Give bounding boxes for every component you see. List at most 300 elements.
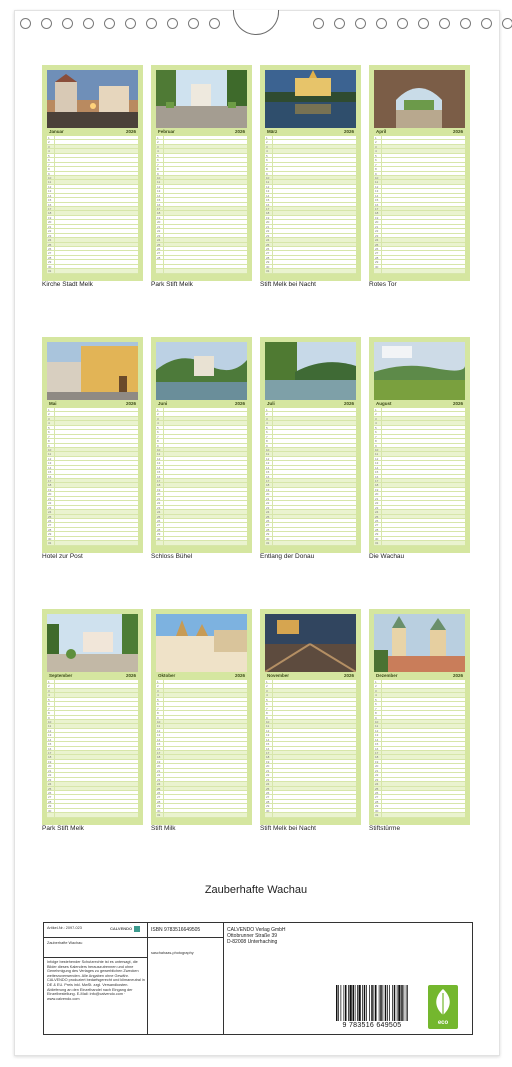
day-number: 20 — [374, 492, 382, 495]
day-number: 3 — [47, 417, 55, 420]
day-row[interactable] — [47, 813, 138, 817]
day-number: 26 — [47, 791, 55, 794]
month-name: Dezember — [376, 673, 398, 678]
brand-name: CALVENDO — [110, 926, 133, 932]
day-number: 20 — [156, 764, 164, 767]
day-number: 8 — [156, 167, 164, 170]
month-year: 2026 — [125, 673, 136, 678]
day-number: 23 — [47, 506, 55, 509]
day-number: 19 — [374, 216, 382, 219]
binding-ring — [146, 18, 157, 29]
month-panel — [260, 65, 361, 281]
photo-image — [265, 614, 356, 672]
day-number: 7 — [47, 707, 55, 710]
eco-label: eco — [437, 1020, 449, 1026]
day-number: 7 — [374, 707, 382, 710]
day-number: 19 — [47, 488, 55, 491]
month-header — [374, 672, 465, 679]
day-number: 25 — [47, 787, 55, 790]
day-number: 10 — [156, 448, 164, 451]
day-number: 28 — [374, 528, 382, 531]
day-number: 1 — [265, 408, 273, 411]
day-list — [156, 680, 247, 818]
barcode-bar — [345, 985, 347, 1021]
month-photo — [156, 614, 247, 672]
day-number: 21 — [156, 497, 164, 500]
day-number: 2 — [47, 412, 55, 415]
day-number: 30 — [265, 809, 273, 812]
day-number: 10 — [265, 448, 273, 451]
day-number: 27 — [156, 523, 164, 526]
barcode-bar — [344, 985, 345, 1021]
barcode-bar — [385, 985, 387, 1021]
photo-caption: Die Wachau — [369, 553, 405, 560]
day-number: 7 — [156, 707, 164, 710]
day-number: 31 — [265, 269, 273, 272]
day-number: 17 — [156, 479, 164, 482]
day-number: 15 — [47, 470, 55, 473]
day-number: 10 — [156, 720, 164, 723]
day-number: 22 — [156, 773, 164, 776]
day-row[interactable] — [265, 541, 356, 545]
day-row[interactable] — [47, 269, 138, 273]
day-number: 15 — [47, 198, 55, 201]
day-row[interactable] — [156, 813, 247, 817]
photo-image — [374, 614, 465, 672]
day-number: 23 — [156, 506, 164, 509]
day-number: 9 — [47, 172, 55, 175]
day-number: 6 — [265, 158, 273, 161]
month-name: November — [267, 673, 290, 678]
day-row[interactable] — [374, 813, 465, 817]
day-number: 9 — [156, 172, 164, 175]
brand-logo-icon — [134, 926, 140, 932]
day-number: 21 — [374, 497, 382, 500]
month-photo — [47, 614, 138, 672]
day-number: 24 — [47, 510, 55, 513]
day-number: 31 — [374, 541, 382, 544]
day-number: 5 — [47, 426, 55, 429]
day-number: 12 — [265, 457, 273, 460]
day-number: 26 — [47, 519, 55, 522]
day-number: 4 — [156, 149, 164, 152]
day-number: 2 — [156, 412, 164, 415]
barcode-bar — [338, 985, 339, 1021]
day-list — [265, 680, 356, 818]
day-number: 15 — [156, 470, 164, 473]
photo-caption: Kirche Stadt Melk — [42, 281, 93, 288]
binding-ring — [355, 18, 366, 29]
day-number: 1 — [156, 136, 164, 139]
day-number: 27 — [265, 251, 273, 254]
barcode-bar — [336, 985, 338, 1021]
binding-ring — [41, 18, 52, 29]
day-number: 28 — [374, 256, 382, 259]
binding-ring — [209, 18, 220, 29]
day-row[interactable] — [265, 269, 356, 273]
binding-ring — [167, 18, 178, 29]
day-number: 10 — [265, 176, 273, 179]
month-photo — [265, 342, 356, 400]
month-header — [156, 400, 247, 407]
day-number: 21 — [265, 497, 273, 500]
day-number: 4 — [47, 693, 55, 696]
day-row[interactable] — [156, 541, 247, 545]
binding-ring — [20, 18, 31, 29]
day-row[interactable] — [156, 269, 247, 273]
day-number: 1 — [374, 136, 382, 139]
photo-caption: Schloss Bühel — [151, 553, 193, 560]
day-number: 22 — [374, 501, 382, 504]
day-number: 13 — [47, 189, 55, 192]
day-number: 2 — [156, 140, 164, 143]
day-number: 20 — [374, 220, 382, 223]
day-number: 3 — [374, 145, 382, 148]
month-panel — [151, 337, 252, 553]
month-photo — [156, 70, 247, 128]
day-list — [156, 136, 247, 274]
day-number: 21 — [265, 225, 273, 228]
day-number: 16 — [47, 203, 55, 206]
day-row[interactable] — [374, 541, 465, 545]
day-number: 13 — [47, 461, 55, 464]
month-photo — [374, 614, 465, 672]
day-number: 18 — [156, 483, 164, 486]
day-number: 18 — [265, 755, 273, 758]
barcode-bar — [401, 985, 403, 1021]
day-number: 20 — [374, 764, 382, 767]
day-number: 4 — [374, 149, 382, 152]
binding-ring — [334, 18, 345, 29]
month-header — [47, 128, 138, 135]
day-number: 20 — [265, 764, 273, 767]
info-column-middle — [148, 923, 224, 1034]
day-number: 9 — [156, 716, 164, 719]
day-number: 11 — [47, 452, 55, 455]
day-number: 28 — [156, 256, 164, 259]
day-number: 25 — [156, 243, 164, 246]
day-number: 15 — [265, 470, 273, 473]
day-number: 7 — [374, 435, 382, 438]
day-number: 20 — [156, 492, 164, 495]
day-number: 8 — [156, 711, 164, 714]
barcode-bar — [380, 985, 382, 1021]
day-number: 11 — [156, 180, 164, 183]
day-number: 20 — [156, 220, 164, 223]
day-number: 19 — [265, 488, 273, 491]
day-number: 5 — [47, 154, 55, 157]
day-number: 6 — [156, 430, 164, 433]
day-number: 2 — [265, 140, 273, 143]
month-panel — [42, 609, 143, 825]
day-number: 9 — [374, 444, 382, 447]
day-number: 7 — [47, 163, 55, 166]
day-number: 17 — [374, 479, 382, 482]
day-number: 16 — [156, 747, 164, 750]
day-number: 9 — [47, 444, 55, 447]
day-number: 18 — [47, 483, 55, 486]
binding-ring — [502, 18, 512, 29]
day-number — [156, 269, 164, 272]
day-number: 3 — [47, 689, 55, 692]
day-number: 6 — [374, 430, 382, 433]
day-number: 5 — [265, 426, 273, 429]
day-number: 20 — [265, 220, 273, 223]
photo-image — [265, 70, 356, 128]
day-number: 24 — [265, 238, 273, 241]
day-number: 30 — [265, 265, 273, 268]
day-number: 15 — [265, 742, 273, 745]
info-column-right — [224, 923, 328, 1034]
day-number: 5 — [156, 426, 164, 429]
day-number: 6 — [156, 702, 164, 705]
publisher-city: D-82008 Unterhaching — [227, 939, 278, 945]
day-number: 11 — [156, 724, 164, 727]
photo-image — [156, 342, 247, 400]
day-number: 2 — [265, 684, 273, 687]
day-number: 19 — [47, 760, 55, 763]
day-number: 16 — [265, 747, 273, 750]
day-number: 29 — [156, 532, 164, 535]
day-number: 2 — [47, 684, 55, 687]
day-number: 11 — [374, 452, 382, 455]
day-number: 19 — [156, 216, 164, 219]
day-number: 5 — [47, 698, 55, 701]
day-number: 13 — [156, 733, 164, 736]
day-number: 29 — [374, 532, 382, 535]
barcode-bars — [336, 985, 408, 1021]
barcode-bar — [397, 985, 398, 1021]
day-number: 15 — [374, 470, 382, 473]
month-panel — [151, 609, 252, 825]
day-number: 6 — [47, 158, 55, 161]
day-number: 19 — [265, 760, 273, 763]
binding-ring — [188, 18, 199, 29]
photographer: saschahaas-photography — [151, 951, 194, 955]
day-number: 10 — [47, 720, 55, 723]
day-number: 17 — [265, 479, 273, 482]
day-number: 8 — [374, 439, 382, 442]
barcode-bar — [398, 985, 400, 1021]
day-number: 16 — [374, 203, 382, 206]
day-number: 26 — [156, 519, 164, 522]
day-number: 8 — [47, 439, 55, 442]
day-number: 18 — [265, 483, 273, 486]
day-number: 24 — [47, 238, 55, 241]
day-row[interactable] — [374, 269, 465, 273]
day-number: 11 — [47, 724, 55, 727]
photo-caption: Stift Melk bei Nacht — [260, 825, 316, 832]
barcode-bar — [348, 985, 349, 1021]
day-number: 24 — [156, 782, 164, 785]
photo-image — [47, 614, 138, 672]
day-number: 12 — [156, 729, 164, 732]
month-year: 2026 — [452, 673, 463, 678]
month-header — [47, 400, 138, 407]
day-number: 25 — [265, 787, 273, 790]
day-number — [47, 813, 55, 816]
barcode — [332, 985, 412, 1029]
month-header — [374, 128, 465, 135]
photo-caption: Stift Melk bei Nacht — [260, 281, 316, 288]
day-number: 7 — [47, 435, 55, 438]
product-name: Zauberhafte Wachau — [47, 941, 83, 945]
day-list — [374, 136, 465, 274]
day-number: 9 — [374, 172, 382, 175]
day-number: 17 — [156, 207, 164, 210]
day-number: 16 — [374, 475, 382, 478]
month-photo — [156, 342, 247, 400]
day-number: 31 — [156, 813, 164, 816]
barcode-bar — [357, 985, 358, 1021]
day-number: 17 — [47, 207, 55, 210]
day-number: 1 — [265, 680, 273, 683]
day-number: 3 — [156, 689, 164, 692]
day-number: 11 — [47, 180, 55, 183]
month-panel — [42, 65, 143, 281]
day-number: 24 — [265, 510, 273, 513]
binding-ring — [313, 18, 324, 29]
day-number: 11 — [156, 452, 164, 455]
day-number: 3 — [156, 145, 164, 148]
day-number: 14 — [156, 466, 164, 469]
barcode-bar — [362, 985, 363, 1021]
info-column-left — [44, 923, 148, 1034]
day-number: 12 — [265, 185, 273, 188]
day-row[interactable] — [265, 813, 356, 817]
day-number: 31 — [47, 269, 55, 272]
day-number: 30 — [156, 809, 164, 812]
month-name: Mai — [49, 401, 57, 406]
photo-image — [374, 70, 465, 128]
barcode-bar — [406, 985, 407, 1021]
day-number: 4 — [265, 693, 273, 696]
barcode-bar — [350, 985, 352, 1021]
day-number: 22 — [47, 501, 55, 504]
day-number: 5 — [374, 426, 382, 429]
barcode-bar — [359, 985, 361, 1021]
day-number: 6 — [374, 702, 382, 705]
day-number: 13 — [374, 733, 382, 736]
photo-caption: Park Stift Melk — [151, 281, 193, 288]
day-number: 18 — [47, 211, 55, 214]
day-number: 22 — [265, 501, 273, 504]
day-number: 9 — [374, 716, 382, 719]
day-number: 12 — [156, 457, 164, 460]
month-photo — [374, 342, 465, 400]
day-number: 22 — [265, 773, 273, 776]
day-number: 14 — [47, 194, 55, 197]
day-number: 12 — [374, 185, 382, 188]
day-number: 16 — [47, 747, 55, 750]
day-number: 18 — [374, 211, 382, 214]
day-number: 3 — [47, 145, 55, 148]
day-number: 25 — [156, 787, 164, 790]
day-number: 12 — [156, 185, 164, 188]
photo-image — [265, 342, 356, 400]
day-number: 16 — [265, 203, 273, 206]
day-number: 5 — [374, 154, 382, 157]
legal-notice: Infolge bestehender Schutzrechte ist es untersagt, die Bilder dieses Kalenders herauszutrennen und ohne Genehmigung des Verlages zu gewerblichen Zwecken weiterzuverwenden. Alle Angaben ohne Gewähr. CALVENDO produziert bedarfsgerecht und klimaneutral in DE & EU. Preis inkl. MwSt. zzgl. Versandkosten. Ablieferung an den Einzelhandel nach Eingang der Einzelbestellung. E-Mail: info@calvendo.com · www.calvendo.com — [47, 960, 145, 1001]
binding-ring — [104, 18, 115, 29]
day-number: 11 — [374, 724, 382, 727]
day-number: 3 — [265, 417, 273, 420]
day-number: 17 — [265, 207, 273, 210]
day-number: 23 — [156, 234, 164, 237]
day-number: 3 — [374, 689, 382, 692]
binding-ring — [418, 18, 429, 29]
barcode-bar — [389, 985, 390, 1021]
day-number: 28 — [47, 256, 55, 259]
day-number: 1 — [47, 408, 55, 411]
month-year: 2026 — [125, 401, 136, 406]
product-info-box — [43, 922, 473, 1035]
month-year: 2026 — [234, 401, 245, 406]
day-number: 14 — [156, 194, 164, 197]
leaf-icon — [428, 985, 458, 1019]
day-number: 8 — [374, 711, 382, 714]
day-number: 7 — [265, 707, 273, 710]
day-number: 31 — [47, 541, 55, 544]
day-number: 2 — [374, 140, 382, 143]
day-number: 10 — [374, 448, 382, 451]
day-number — [265, 813, 273, 816]
day-number: 30 — [265, 537, 273, 540]
day-number: 27 — [47, 795, 55, 798]
day-number: 15 — [156, 198, 164, 201]
day-number: 8 — [47, 167, 55, 170]
day-number: 29 — [374, 804, 382, 807]
barcode-bar — [341, 985, 342, 1021]
day-number: 16 — [47, 475, 55, 478]
day-number: 21 — [374, 225, 382, 228]
day-number: 26 — [265, 519, 273, 522]
day-row[interactable] — [47, 541, 138, 545]
day-number: 12 — [47, 185, 55, 188]
day-number: 24 — [156, 510, 164, 513]
day-number: 15 — [156, 742, 164, 745]
day-number: 11 — [374, 180, 382, 183]
day-number: 27 — [265, 523, 273, 526]
day-list — [265, 408, 356, 546]
day-number: 1 — [374, 680, 382, 683]
day-list — [265, 136, 356, 274]
day-number: 21 — [156, 225, 164, 228]
day-number: 14 — [374, 738, 382, 741]
month-name: April — [376, 129, 387, 134]
day-number: 26 — [156, 791, 164, 794]
day-number: 14 — [47, 466, 55, 469]
day-number: 27 — [265, 795, 273, 798]
day-number: 9 — [265, 444, 273, 447]
day-number: 18 — [374, 755, 382, 758]
day-number: 3 — [265, 689, 273, 692]
day-number: 15 — [47, 742, 55, 745]
day-number: 24 — [374, 510, 382, 513]
month-name: Oktober — [158, 673, 176, 678]
day-number: 5 — [156, 698, 164, 701]
binding-ring — [125, 18, 136, 29]
month-header — [265, 128, 356, 135]
day-number: 7 — [374, 163, 382, 166]
day-number: 18 — [374, 483, 382, 486]
day-number: 23 — [265, 234, 273, 237]
month-header — [156, 128, 247, 135]
day-number: 8 — [374, 167, 382, 170]
photo-caption: Entlang der Donau — [260, 553, 315, 560]
day-number: 23 — [47, 778, 55, 781]
month-panel — [260, 337, 361, 553]
